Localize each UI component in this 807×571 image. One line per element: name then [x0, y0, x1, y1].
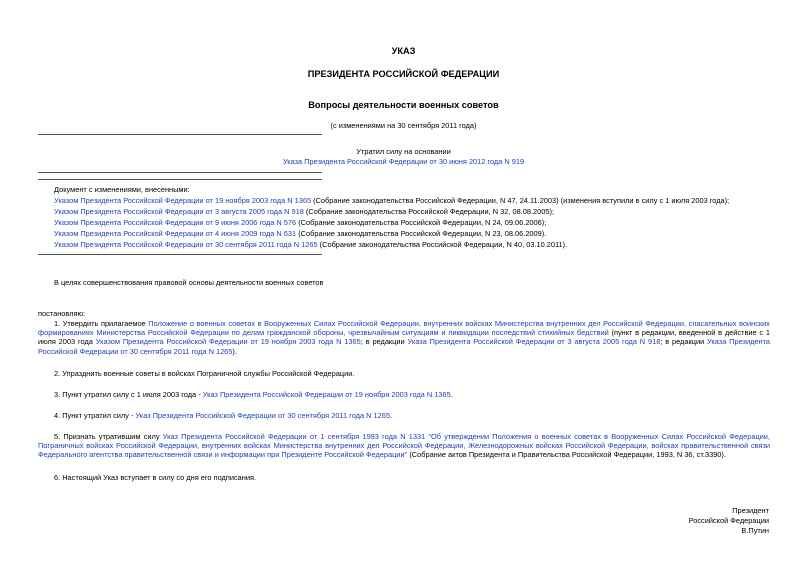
- change-item: [54, 218, 546, 227]
- change-item: [54, 240, 567, 249]
- decree-link[interactable]: Указ Президента Российской Федерации от 1 сентября 1993 года N 1331 "Об утверждении Положения о военных советах в Вооруженных Силах Российской Федерации, Пограничных войсках Российской Федерации, внутренних войсках Министерства внутренних дел Российской Федерации, Железнодорожных войсках Российской Федерации, войсках правительственной связи Федерального агентства правительственной связи и информации при Президенте Российской Федерации": [38, 432, 770, 460]
- change-source: (Собрание законодательства Российской Федерации, N 32, 08.08.2005);: [303, 207, 554, 216]
- document-type: УКАЗ: [391, 46, 416, 56]
- divider: [38, 134, 322, 135]
- paragraph-1: 1. Утвердить прилагаемое Положение о военных советах в Вооруженных Силах Российской Федерации, внутренних войсках Министерства внутренних дел Российской Федерации, спасательных воинских формированиях Министерства Российской Федерации по делам гражданской обороны, чрезвычайным ситуациям и ликвидации последствий стихийных бедствий (пункт в редакции, введенной в действие с 1 июля 2003 года Указом Президента Российской Федерации от 19 ноября 2003 года N 1365; в редакции Указа Президента Российской Федерации от 3 августа 2005 года N 918; в редакции Указа Президента Российской Федерации от 30 сентября 2011 года N 1265).: [38, 319, 770, 356]
- regulation-link[interactable]: Положение о военных советах в Вооруженных Силах Российской Федерации, внутренних войсках Министерства внутренних дел Российской Федерации, спасательных воинских формированиях Министерства Российской Федерации по делам гражданской обороны, чрезвычайным ситуациям и ликвидации последствий стихийных бедствий: [38, 319, 770, 338]
- signature-country: Российской Федерации: [688, 516, 769, 525]
- paragraph-3: 3. Пункт утратил силу с 1 июля 2003 года - Указ Президента Российской Федерации от 19 ноября 2003 года N 1365.: [54, 390, 453, 399]
- change-item: [54, 229, 546, 238]
- change-link[interactable]: Указом Президента Российской Федерации от 3 августа 2005 года N 918: [54, 207, 304, 216]
- change-source: (Собрание законодательства Российской Федерации, N 23, 08.06.2009).: [296, 229, 547, 238]
- change-link[interactable]: Указом Президента Российской Федерации от 30 сентября 2011 года N 1265: [54, 240, 318, 249]
- paragraph-4: 4. Пункт утратил силу - Указ Президента Российской Федерации от 30 сентября 2011 года N 1265.: [54, 411, 393, 420]
- change-source: (Собрание законодательства Российской Федерации, N 24, 09.06.2006);: [296, 218, 547, 227]
- document-subject: Вопросы деятельности военных советов: [308, 100, 499, 110]
- decree-link[interactable]: Указ Президента Российской Федерации от 19 ноября 2003 года N 1365: [202, 390, 451, 399]
- change-item: [54, 207, 554, 216]
- change-link[interactable]: Указом Президента Российской Федерации от 19 ноября 2003 года N 1365: [54, 196, 312, 205]
- preamble: В целях совершенствования правовой основы деятельности военных советов: [54, 278, 324, 287]
- change-source: (Собрание законодательства Российской Федерации, N 47, 24.11.2003) (изменения вступили в силу с 1 июля 2003 года);: [311, 196, 730, 205]
- divider: [38, 179, 322, 180]
- divider: [38, 172, 322, 173]
- decree-link[interactable]: Указа Президента Российской Федерации от 3 августа 2005 года N 918: [407, 337, 661, 347]
- expiry-link[interactable]: Указа Президента Российской Федерации от 30 июня 2012 года N 919: [282, 157, 525, 166]
- decree-link[interactable]: Указа Президента Российской Федерации от 30 сентября 2011 года N 1265: [38, 337, 770, 356]
- change-link[interactable]: Указом Президента Российской Федерации от 9 июня 2006 года N 576: [54, 218, 297, 227]
- divider: [38, 254, 322, 255]
- paragraph-2: 2. Упразднить военные советы в войсках Пограничной службы Российской Федерации.: [54, 369, 355, 378]
- document-issuer: ПРЕЗИДЕНТА РОССИЙСКОЙ ФЕДЕРАЦИИ: [307, 69, 500, 79]
- paragraph-6: 6. Настоящий Указ вступает в силу со дня его подписания.: [54, 473, 257, 482]
- decree-link[interactable]: Указом Президента Российской Федерации от 19 ноября 2003 года N 1365: [95, 337, 361, 347]
- change-source: (Собрание законодательства Российской Федерации, N 40, 03.10.2011).: [317, 240, 568, 249]
- edition-note: (с изменениями на 30 сентября 2011 года): [330, 121, 477, 130]
- expiry-note: Утратил силу на основании: [356, 147, 451, 156]
- signature-name: В.Путин: [741, 526, 769, 535]
- paragraph-5: 5. Признать утратившим силу Указ Президента Российской Федерации от 1 сентября 1993 года N 1331 "Об утверждении Положения о военных советах в Вооруженных Силах Российской Федерации, Пограничных войсках Российской Федерации, внутренних войсках Министерства внутренних дел Российской Федерации, Железнодорожных войсках Российской Федерации, войсках правительственной связи Федерального агентства правительственной связи и информации при Президенте Российской Федерации" (Собрание актов Президента и Правительства Российской Федерации, 1993, N 36, ст.3390).: [38, 432, 770, 460]
- change-link[interactable]: Указом Президента Российской Федерации от 4 июня 2009 года N 631: [54, 229, 297, 238]
- change-item: [54, 196, 729, 205]
- signature-title: Президент: [732, 506, 769, 515]
- decree-word: постановляю:: [38, 309, 86, 318]
- changes-intro: Документ с изменениями, внесенными:: [54, 185, 190, 194]
- decree-link[interactable]: Указ Президента Российской Федерации от 30 сентября 2011 года N 1265: [135, 411, 390, 420]
